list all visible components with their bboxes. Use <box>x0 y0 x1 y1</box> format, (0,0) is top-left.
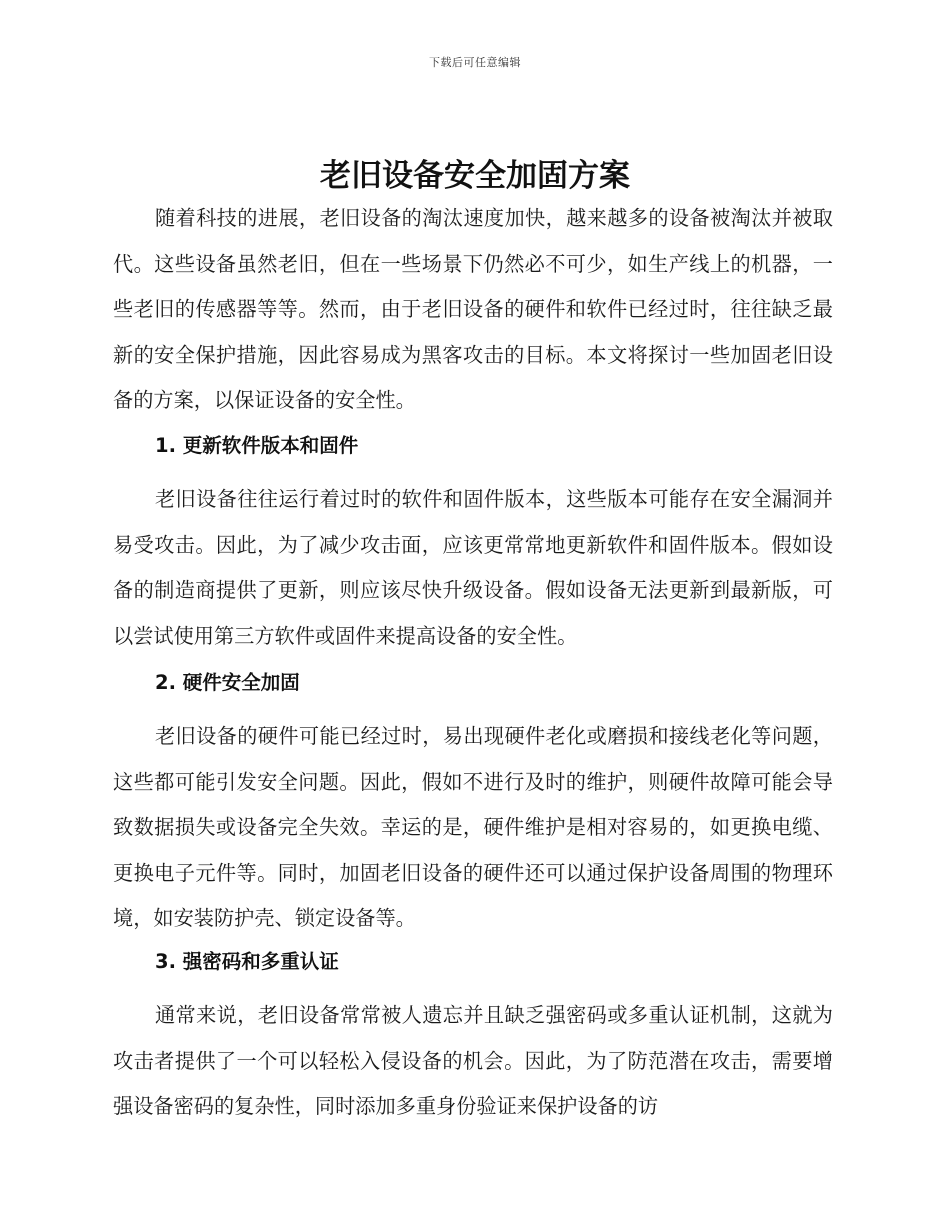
section-heading-1: 1. 更新软件版本和固件 <box>155 434 359 457</box>
section-heading-3: 3. 强密码和多重认证 <box>155 950 339 973</box>
section-paragraph-1: 老旧设备往往运行着过时的软件和固件版本，这些版本可能存在安全漏洞并易受攻击。因此，为了减少攻击面，应该更常常地更新软件和固件版本。假如设备的制造商提供了更新，则应该尽快升级设备。假如设备无法更新到最新版，可以尝试使用第三方软件或固件来提高设备的安全性。 <box>113 487 833 648</box>
section-paragraph-2: 老旧设备的硬件可能已经过时，易出现硬件老化或磨损和接线老化等问题，这些都可能引发安全问题。因此，假如不进行及时的维护，则硬件故障可能会导致数据损失或设备完全失效。幸运的是，硬件维护是相对容易的，如更换电缆、更换电子元件等。同时，加固老旧设备的硬件还可以通过保护设备周围的物理环境，如安装防护壳、锁定设备等。 <box>113 724 833 930</box>
header-note: 下载后可任意编辑 <box>429 56 521 69</box>
section-heading-2: 2. 硬件安全加固 <box>155 671 300 694</box>
intro-paragraph: 随着科技的进展，老旧设备的淘汰速度加快，越来越多的设备被淘汰并被取代。这些设备虽然老旧，但在一些场景下仍然必不可少，如生产线上的机器，一些老旧的传感器等等。然而，由于老旧设备的硬件和软件已经过时，往往缺乏最新的安全保护措施，因此容易成为黑客攻击的目标。本文将探讨一些加固老旧设备的方案，以保证设备的安全性。 <box>113 206 833 412</box>
document-title: 老旧设备安全加固方案 <box>320 158 630 194</box>
section-paragraph-3: 通常来说，老旧设备常常被人遗忘并且缺乏强密码或多重认证机制，这就为攻击者提供了一个可以轻松入侵设备的机会。因此，为了防范潜在攻击，需要增强设备密码的复杂性，同时添加多重身份验证来保护设备的访 <box>113 1003 833 1118</box>
